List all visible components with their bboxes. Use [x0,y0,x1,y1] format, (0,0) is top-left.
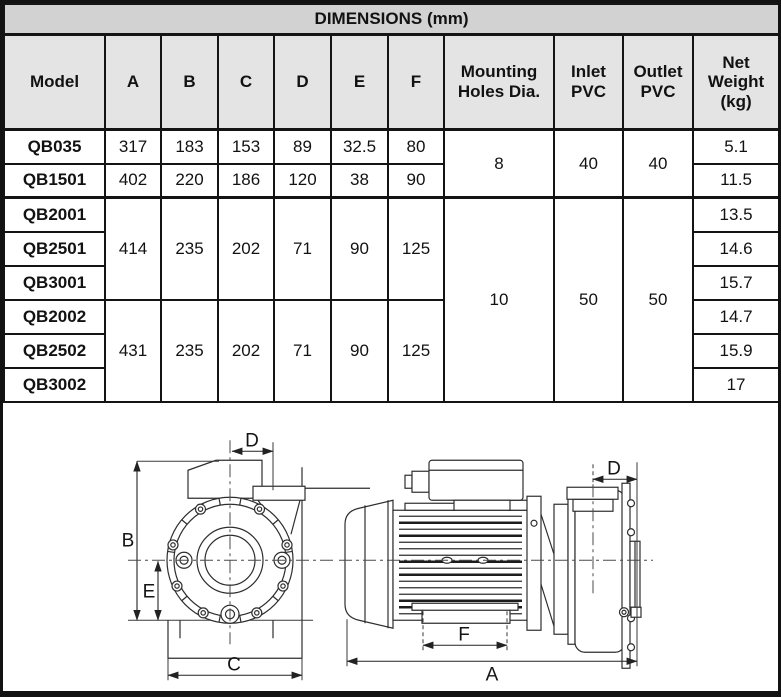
pump-bracket [554,504,568,634]
conduit-stub [412,471,429,492]
col-header-b: B [161,35,218,130]
cell-inlet-merged: 40 [554,130,623,198]
cell-a-merged: 414 [105,198,161,300]
col-header-a: A [105,35,161,130]
cell-d-merged: 71 [274,300,331,402]
col-header-e: E [331,35,388,130]
cell-e: 38 [331,164,388,198]
table-row-qb2001 [4,198,779,232]
cell-net: 15.9 [693,334,779,368]
col-header-c: C [218,35,274,130]
cell-d: 120 [274,164,331,198]
pump-face-plate [622,483,630,668]
cell-a-merged: 431 [105,300,161,402]
terminal-box-front [188,460,262,498]
cell-net: 5.1 [693,130,779,164]
cell-b-merged: 235 [161,300,218,402]
cell-a: 317 [105,130,161,164]
model-cell: QB3001 [4,266,105,300]
terminal-box-side [429,460,523,500]
cell-f: 80 [388,130,444,164]
discharge-flange-front [253,486,305,500]
cell-outlet-merged: 40 [623,130,693,198]
cell-d: 89 [274,130,331,164]
cell-b: 220 [161,164,218,198]
cell-c: 186 [218,164,274,198]
motor-end-flange [527,496,541,630]
motor-foot [412,603,518,623]
col-header-f: F [388,35,444,130]
cell-net: 17 [693,368,779,402]
cell-f: 90 [388,164,444,198]
cell-f-merged: 125 [388,198,444,300]
cell-c: 153 [218,130,274,164]
col-header-inlet: Inlet PVC [554,35,623,130]
cell-net: 11.5 [693,164,779,198]
table-title: DIMENSIONS (mm) [4,4,779,35]
cell-net: 15.7 [693,266,779,300]
pump-side-view [339,458,653,685]
cell-b-merged: 235 [161,198,218,300]
cell-outlet-merged: 50 [623,198,693,402]
drain-plug [620,607,629,616]
pump-drawing-svg [3,403,778,692]
pump-foot-front [168,620,302,658]
dim-label-a: A [485,663,499,685]
cell-e: 32.5 [331,130,388,164]
cell-mounting-merged: 10 [444,198,554,402]
col-header-model: Model [4,35,105,130]
pump-volute [575,490,625,652]
fan-cover [345,500,393,628]
cell-net: 14.6 [693,232,779,266]
model-cell: QB2502 [4,334,105,368]
cell-e-merged: 90 [331,198,388,300]
col-header-mounting: Mounting Holes Dia. [444,35,554,130]
cell-net: 13.5 [693,198,779,232]
table-header-row [4,35,779,130]
dim-label-b: B [121,529,135,551]
col-header-outlet: Outlet PVC [623,35,693,130]
model-cell: QB2001 [4,198,105,232]
model-cell: QB035 [4,130,105,164]
col-header-net: Net Weight (kg) [693,35,779,130]
cell-mounting-merged: 8 [444,130,554,198]
cell-c-merged: 202 [218,198,274,300]
cell-a: 402 [105,164,161,198]
dim-label-d-front: D [245,429,259,451]
col-header-d: D [274,35,331,130]
cell-b: 183 [161,130,218,164]
dim-label-e: E [142,580,156,602]
cell-c-merged: 202 [218,300,274,402]
cell-d-merged: 71 [274,198,331,300]
model-cell: QB2002 [4,300,105,334]
table-title-row [4,4,779,35]
dim-label-c: C [227,653,241,675]
model-cell: QB3002 [4,368,105,402]
dimensions-table [3,3,780,403]
technical-drawing-panel [3,403,778,692]
dim-label-f: F [458,623,470,645]
model-cell: QB1501 [4,164,105,198]
model-cell: QB2501 [4,232,105,266]
cell-f-merged: 125 [388,300,444,402]
table-row-qb035 [4,130,779,164]
cell-e-merged: 90 [331,300,388,402]
cell-net: 14.7 [693,300,779,334]
cell-inlet-merged: 50 [554,198,623,402]
dim-label-d-side: D [607,457,621,479]
pump-front-view [122,430,370,680]
